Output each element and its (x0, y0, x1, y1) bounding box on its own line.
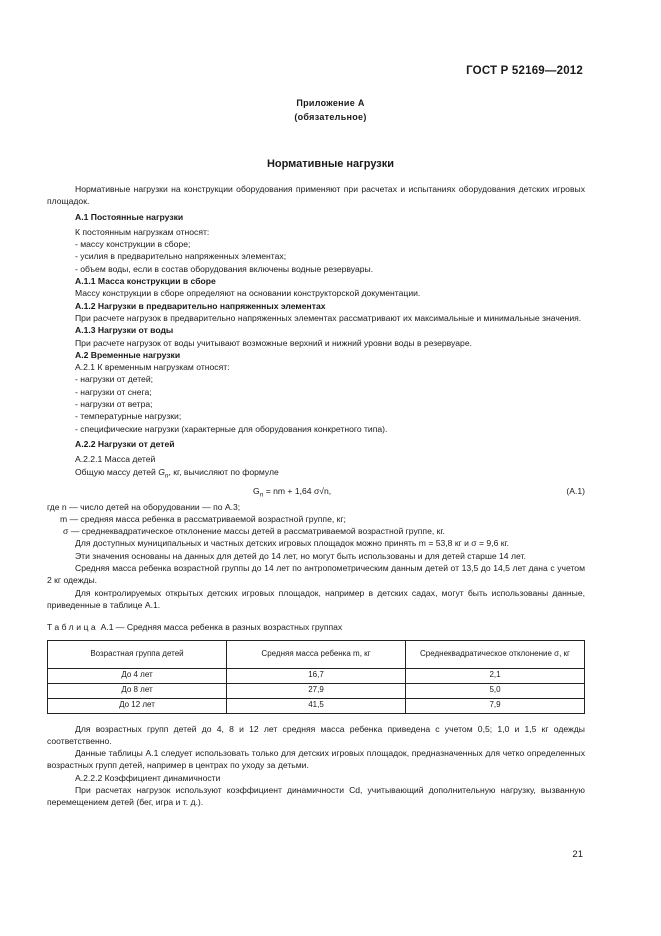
table-a1 (47, 640, 585, 714)
formula-intro: Общую массу детей $G_n$, кг, вычисляют по формуле (75, 466, 279, 480)
a11-text: Массу конструкции в сборе определяют на основании конструкторской документации. (75, 288, 421, 299)
list-item: - специфические нагрузки (характерные для оборудования конкретного типа). (75, 423, 388, 434)
paragraph: Для доступных муниципальных и частных детских игровых площадок можно принять m = 53,8 кг и σ = 9,6 кг. (75, 538, 509, 549)
table-header: Возрастная группа детей (48, 640, 227, 668)
table-row (48, 683, 585, 698)
intro-paragraph: Нормативные нагрузки на конструкции оборудования применяют при расчетах и испытаниях оборудования детских игровых площадок. (47, 184, 585, 207)
list-item: - усилия в предварительно напряженных элементах; (75, 251, 287, 262)
table-cell: 2,1 (406, 668, 585, 683)
paragraph: Для возрастных групп детей до 4, 8 и 12 лет средняя масса ребенка приведена с учетом 0,5; 1,0 и 1,5 кг одежды соответственно. (47, 723, 585, 746)
heading-a22: А.2.2 Нагрузки от детей (75, 438, 175, 449)
list-item: - нагрузки от снега; (75, 386, 152, 397)
a12-text: При расчете нагрузок в предварительно напряженных элементах рассматривают их максимальные и минимальные значения. (75, 312, 582, 323)
formula-expression: $G_n$ = nm + 1,64 σ√n, (253, 485, 332, 499)
section-title: Нормативные нагрузки (266, 158, 395, 170)
table-header: Средняя масса ребенка m, кг (227, 640, 406, 668)
table-cell: 27,9 (227, 683, 406, 698)
table-cell: До 12 лет (48, 698, 227, 713)
table-row (48, 668, 585, 683)
a222-subheading: А.2.2.2 Коэффициент динамичности (75, 772, 221, 783)
list-item: - нагрузки от ветра; (75, 399, 153, 410)
list-item: - массу конструкции в сборе; (75, 239, 191, 250)
table-header-row (48, 640, 585, 668)
heading-a13: А.1.3 Нагрузки от воды (75, 325, 174, 336)
page-number: 21 (572, 849, 583, 860)
table-cell: До 4 лет (48, 668, 227, 683)
formula-number: (А.1) (566, 485, 585, 496)
table-row (48, 698, 585, 713)
appendix-status: (обязательное) (294, 112, 367, 122)
table-cell: 7,9 (406, 698, 585, 713)
paragraph: Средняя масса ребенка возрастной группы до 14 лет по антропометрическим данным детей от 13,5 до 14,5 лет дана с учетом 2 кг одежды. (47, 563, 585, 586)
a13-text: При расчете нагрузок от воды учитывают возможные верхний и нижний уровни воды в резервуаре. (75, 337, 472, 348)
list-item: - температурные нагрузки; (75, 411, 182, 422)
heading-a1: А.1 Постоянные нагрузки (75, 211, 184, 222)
paragraph: Данные таблицы А.1 следует использовать только для детских игровых площадок, предназначенных для четко определенных возрастных групп детей, например в центрах по уходу за детьми. (47, 748, 585, 771)
appendix-title: Приложение А (296, 98, 365, 108)
table-header: Среднеквадратическое отклонение σ, кг (406, 640, 585, 668)
paragraph: Эти значения основаны на данных для детей до 14 лет, но могут быть использованы и для детей старше 14 лет. (75, 550, 526, 561)
definition-n: где n — число детей на оборудовании — по А.3; (47, 501, 241, 512)
list-item: - объем воды, если в состав оборудования включены водные резервуары. (75, 263, 374, 274)
table-caption: Таблица А.1 — Средняя масса ребенка в разных возрастных группах (47, 622, 343, 633)
table-cell: 5,0 (406, 683, 585, 698)
heading-a12: А.1.2 Нагрузки в предварительно напряженных элементах (75, 300, 326, 311)
a1-lead: К постоянным нагрузкам относят: (75, 226, 210, 237)
standard-designation: ГОСТ Р 52169—2012 (466, 65, 583, 77)
a2-lead: А.2.1 К временным нагрузкам относят: (75, 362, 230, 373)
table-cell: 16,7 (227, 668, 406, 683)
formula-a1 (47, 485, 585, 499)
table-cell: До 8 лет (48, 683, 227, 698)
list-item: - нагрузки от детей; (75, 374, 154, 385)
document-body (47, 183, 585, 809)
definition-m: m — средняя масса ребенка в рассматриваемой возрастной группе, кг; (60, 513, 346, 524)
heading-a2: А.2 Временные нагрузки (75, 349, 181, 360)
paragraph: При расчетах нагрузок используют коэффициент динамичности Cd, учитывающий дополнительную нагрузку, вызванную перемещением детей (бег, игра и т. д.). (47, 785, 585, 808)
appendix-heading (0, 96, 661, 124)
a221-subheading: А.2.2.1 Масса детей (75, 454, 156, 465)
definition-sigma: σ — среднеквадратическое отклонение массы детей в рассматриваемой возрастной группе, кг. (63, 526, 445, 537)
heading-a11: А.1.1 Масса конструкции в сборе (75, 276, 216, 287)
paragraph: Для контролируемых открытых детских игровых площадок, например в детских садах, могут быть использованы данные, приведенные в таблице А.1. (47, 587, 585, 610)
table-cell: 41,5 (227, 698, 406, 713)
